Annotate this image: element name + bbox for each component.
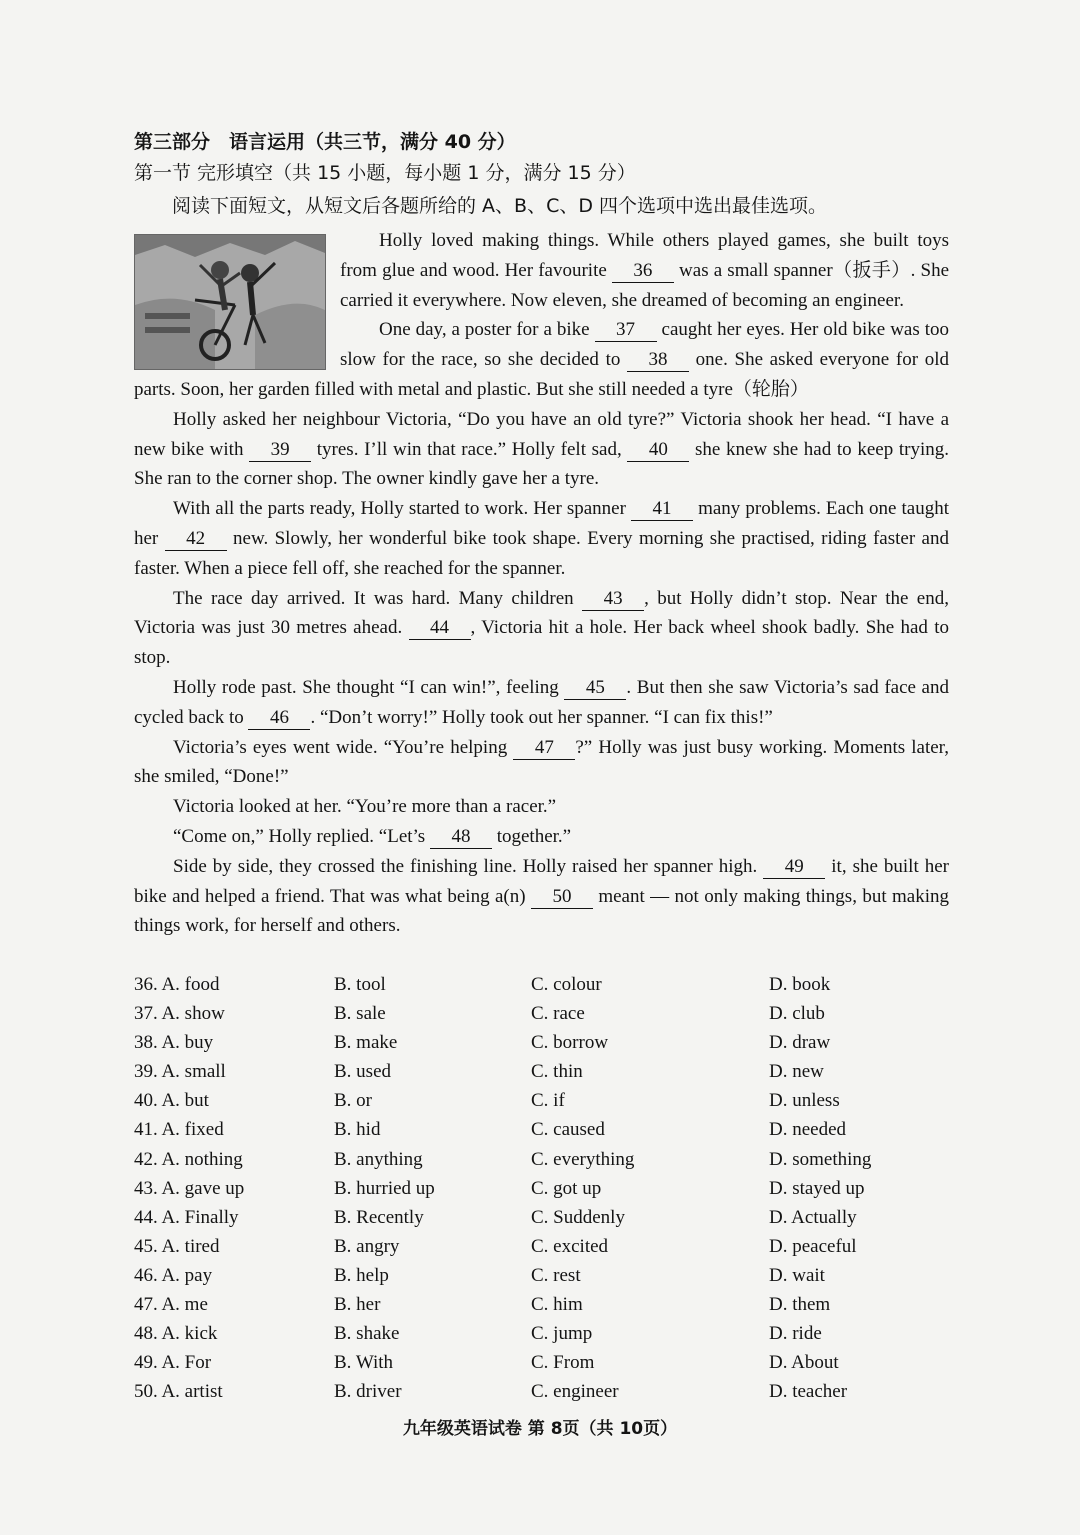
option-d: D. ride	[769, 1323, 822, 1345]
blank-40: 40	[627, 439, 689, 462]
passage-text: The race day arrived. It was hard. Many children	[173, 587, 583, 609]
option-c: C. Suddenly	[531, 1206, 625, 1228]
blank-46: 46	[248, 707, 310, 730]
passage-text: . But then she saw Victoria’s sad face and cycled back to	[134, 676, 949, 728]
option-a: 50. A. artist	[134, 1381, 223, 1403]
paragraph-5	[134, 584, 949, 673]
option-a: 42. A. nothing	[134, 1148, 243, 1170]
option-d: D. Actually	[769, 1206, 857, 1228]
option-a: 45. A. tired	[134, 1235, 220, 1257]
option-d: D. them	[769, 1294, 831, 1316]
passage-text: caught her eyes. Her old bike was too slow for the race, so she decided to	[340, 319, 949, 371]
option-b: B. or	[334, 1090, 372, 1112]
passage-text: it, she built her bike and helped a friend. That was what being a(n)	[134, 855, 949, 907]
option-b: B. hurried up	[334, 1177, 435, 1199]
option-c: C. thin	[531, 1061, 583, 1083]
option-row	[134, 1174, 949, 1203]
option-d: D. book	[769, 974, 831, 995]
option-b: B. her	[334, 1294, 381, 1316]
option-row	[134, 1261, 949, 1290]
passage-text: , Victoria hit a hole. Her back wheel shook badly. She had to stop.	[134, 617, 949, 669]
passage-text: “Come on,” Holly replied. “Let’s	[173, 825, 430, 847]
passage-text: Victoria’s eyes went wide. “You’re helping	[173, 736, 514, 758]
passage-text: One day, a poster for a bike	[379, 319, 595, 341]
paragraph-4	[134, 494, 949, 583]
passage-text: was a small spanner（扳手）. She carried it everywhere. Now eleven, she dreamed of becoming an engineer.	[340, 259, 950, 311]
option-row	[134, 1319, 949, 1348]
option-b: B. angry	[334, 1235, 400, 1257]
option-a: 43. A. gave up	[134, 1177, 245, 1199]
paragraph-10	[134, 852, 949, 941]
option-row	[134, 999, 949, 1028]
option-a: 49. A. For	[134, 1352, 212, 1374]
blank-45: 45	[564, 677, 626, 700]
option-b: B. With	[334, 1352, 394, 1374]
section-title: 第一节 完形填空（共 15 小题，每小题 1 分，满分 15 分）	[134, 162, 636, 184]
part-title: 第三部分 语言运用（共三节，满分 40 分）	[134, 131, 516, 153]
blank-42: 42	[165, 528, 227, 551]
passage-text: tyres. I’ll win that race.” Holly felt sad,	[311, 438, 628, 460]
option-d: D. club	[769, 1003, 825, 1025]
option-d: D. stayed up	[769, 1177, 865, 1199]
option-d: D. wait	[769, 1264, 825, 1286]
option-c: C. jump	[531, 1323, 593, 1345]
option-row	[134, 1232, 949, 1261]
blank-39: 39	[249, 439, 311, 462]
option-a: 46. A. pay	[134, 1264, 213, 1286]
passage-text: she knew she had to keep trying. She ran to the corner shop. The owner kindly gave her a tyre.	[134, 438, 949, 490]
option-b: B. help	[334, 1264, 389, 1286]
blank-47: 47	[513, 737, 575, 760]
option-row	[134, 1290, 949, 1319]
option-row	[134, 1348, 949, 1377]
option-a: 41. A. fixed	[134, 1119, 224, 1141]
option-d: D. teacher	[769, 1381, 848, 1403]
passage-text: ?” Holly was just busy working. Moments later, she smiled, “Done!”	[134, 736, 949, 788]
option-c: C. everything	[531, 1148, 635, 1170]
passage-text: . “Don’t worry!” Holly took out her spanner. “I can fix this!”	[310, 706, 773, 728]
option-b: B. anything	[334, 1148, 423, 1170]
passage-text: Holly loved making things. While others played games, she built toys from glue and wood. Her favourite	[340, 230, 949, 281]
passage-text: Holly rode past. She thought “I can win!”, feeling	[173, 676, 565, 698]
paragraph-9	[134, 822, 949, 852]
passage-text: Holly asked her neighbour Victoria, “Do you have an old tyre?” Victoria shook her head. “I have a new bike with	[134, 408, 949, 460]
paragraph-8	[134, 792, 949, 822]
option-a: 44. A. Finally	[134, 1206, 239, 1228]
option-row	[134, 1203, 949, 1232]
page-footer: 九年级英语试卷 第 8页（共 10页）	[402, 1419, 678, 1439]
option-row	[134, 1028, 949, 1057]
option-row	[134, 1145, 949, 1174]
option-row	[134, 1086, 949, 1115]
option-a: 37. A. show	[134, 1003, 225, 1025]
paragraph-3	[134, 405, 949, 494]
illustration-spacer	[134, 226, 340, 372]
blank-48: 48	[430, 826, 492, 849]
instruction-text: 阅读下面短文，从短文后各题所给的 A、B、C、D 四个选项中选出最佳选项。	[172, 195, 828, 217]
option-a: 48. A. kick	[134, 1323, 218, 1345]
blank-41: 41	[631, 498, 693, 521]
passage-text: Side by side, they crossed the finishing line. Holly raised her spanner high.	[173, 855, 764, 877]
option-d: D. draw	[769, 1032, 831, 1054]
passage-text: meant — not only making things, but making things work, for herself and others.	[134, 885, 949, 937]
passage-text: together.”	[491, 825, 572, 847]
option-c: C. From	[531, 1352, 595, 1374]
option-b: B. tool	[334, 974, 386, 995]
blank-49: 49	[763, 856, 825, 879]
blank-44: 44	[409, 617, 471, 640]
option-b: B. sale	[334, 1003, 386, 1025]
option-c: C. engineer	[531, 1381, 619, 1403]
option-d: D. peaceful	[769, 1235, 857, 1257]
cloze-passage	[134, 226, 949, 941]
passage-text: Victoria looked at her. “You’re more than a racer.”	[173, 796, 557, 818]
option-c: C. borrow	[531, 1032, 609, 1054]
passage-text: many problems. Each one taught her	[134, 498, 949, 549]
option-c: C. got up	[531, 1177, 602, 1199]
option-b: B. used	[334, 1061, 391, 1083]
passage-text: , but Holly didn’t stop. Near the end, Victoria was just 30 metres ahead.	[134, 587, 949, 639]
option-c: C. colour	[531, 974, 602, 995]
option-c: C. him	[531, 1294, 583, 1316]
option-row	[134, 1057, 949, 1086]
option-d: D. something	[769, 1148, 872, 1170]
option-d: D. unless	[769, 1090, 840, 1112]
option-row	[134, 1377, 949, 1406]
blank-43: 43	[582, 588, 644, 611]
option-d: D. needed	[769, 1119, 847, 1141]
passage-text: one. She asked everyone for old parts. Soon, her garden filled with metal and plastic. But she still needed a tyre（轮胎）	[134, 349, 949, 400]
blank-36: 36	[612, 260, 674, 283]
option-d: D. new	[769, 1061, 824, 1083]
option-d: D. About	[769, 1352, 839, 1374]
answer-options	[134, 970, 949, 1406]
paragraph-7	[134, 733, 949, 793]
blank-38: 38	[627, 349, 689, 372]
option-row	[134, 1115, 949, 1144]
option-b: B. make	[334, 1032, 398, 1054]
option-a: 47. A. me	[134, 1294, 208, 1316]
paragraph-6	[134, 673, 949, 733]
option-row	[134, 970, 949, 999]
option-c: C. caused	[531, 1119, 605, 1141]
blank-37: 37	[595, 319, 657, 342]
option-a: 40. A. but	[134, 1090, 209, 1112]
option-a: 36. A. food	[134, 974, 220, 995]
option-b: B. hid	[334, 1119, 381, 1141]
passage-text: With all the parts ready, Holly started to work. Her spanner	[173, 498, 632, 520]
option-b: B. Recently	[334, 1206, 424, 1228]
option-a: 39. A. small	[134, 1061, 226, 1083]
option-c: C. if	[531, 1090, 565, 1112]
option-c: C. rest	[531, 1264, 581, 1286]
option-a: 38. A. buy	[134, 1032, 214, 1054]
passage-text: new. Slowly, her wonderful bike took shape. Every morning she practised, riding faster and faster. When a piece fell off, she reached for the spanner.	[134, 527, 949, 579]
blank-50: 50	[531, 886, 593, 909]
option-b: B. shake	[334, 1323, 400, 1345]
option-b: B. driver	[334, 1381, 402, 1403]
option-c: C. race	[531, 1003, 585, 1025]
option-c: C. excited	[531, 1235, 609, 1257]
